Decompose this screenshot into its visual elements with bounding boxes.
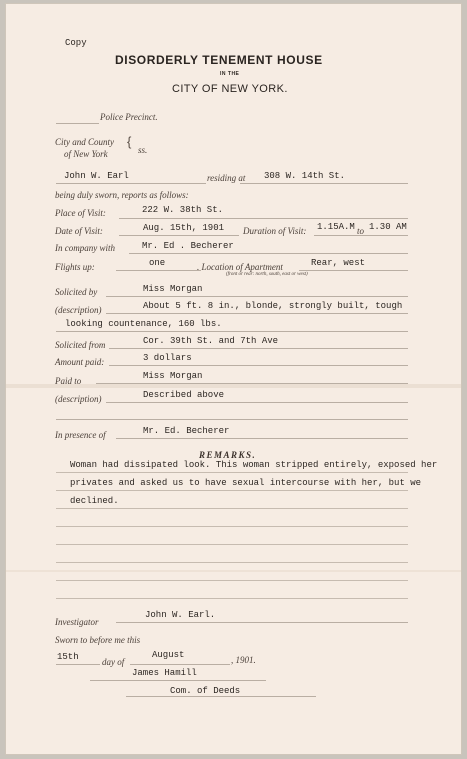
sworn-day-line xyxy=(56,664,100,665)
city-county-label: City and County xyxy=(55,137,114,147)
paid-description-line xyxy=(106,402,408,403)
date-of-visit-label: Date of Visit: xyxy=(55,226,103,236)
date-of-visit-value: Aug. 15th, 1901 xyxy=(143,223,225,233)
duration-to-value: 1.30 AM xyxy=(369,222,407,232)
sworn-day-value: 15th xyxy=(57,652,79,662)
paid-description-value: Described above xyxy=(143,390,225,400)
investigator-line xyxy=(116,622,408,623)
place-of-visit-value: 222 W. 38th St. xyxy=(142,205,224,215)
form-sheet xyxy=(5,3,462,755)
location-hint: (front or rear: north, south, east or west) xyxy=(226,272,308,277)
commissioner-line xyxy=(90,680,266,681)
investigator-value: John W. Earl. xyxy=(145,610,216,620)
sworn-label: Sworn to before me this xyxy=(55,635,141,645)
form-title: DISORDERLY TENEMENT HOUSE xyxy=(115,53,323,67)
in-presence-value: Mr. Ed. Becherer xyxy=(143,426,230,436)
paid-to-label: Paid to xyxy=(55,376,82,386)
location-line xyxy=(299,270,408,271)
blank-line xyxy=(56,419,408,420)
in-presence-label: In presence of xyxy=(55,430,106,440)
precinct-line xyxy=(56,123,99,124)
paper-fold xyxy=(6,570,461,572)
description-line xyxy=(106,313,408,314)
duration-line xyxy=(314,235,408,236)
date-line xyxy=(119,235,239,236)
location-label: . Location of Apartment xyxy=(197,262,283,272)
remarks-rule xyxy=(56,490,408,491)
duration-from-value: 1.15A.M xyxy=(317,222,355,232)
remarks-line-2: privates and asked us to have sexual intercourse with her, but we xyxy=(70,478,422,488)
flights-line xyxy=(116,270,201,271)
sworn-year-label: , 1901. xyxy=(231,655,256,665)
amount-paid-label: Amount paid: xyxy=(55,357,105,367)
company-line xyxy=(129,253,408,254)
remarks-line-3: declined. xyxy=(70,496,119,506)
remarks-rule xyxy=(56,526,408,527)
description-value-2: looking countenance, 160 lbs. xyxy=(65,319,222,329)
solicited-by-label: Solicited by xyxy=(55,287,98,297)
residing-at-label: residing at xyxy=(207,173,246,183)
solicited-from-value: Cor. 39th St. and 7th Ave xyxy=(143,336,279,346)
commissioner-title: Com. of Deeds xyxy=(170,686,241,696)
amount-line xyxy=(109,365,408,366)
in-company-label: In company with xyxy=(55,243,115,253)
sworn-month-value: August xyxy=(152,650,185,660)
commissioner-title-line xyxy=(126,696,316,697)
place-line xyxy=(119,218,408,219)
remarks-rule xyxy=(56,580,408,581)
sworn-month-line xyxy=(130,664,230,665)
remarks-rule xyxy=(56,472,408,473)
duly-sworn-label: being duly sworn, reports as follows: xyxy=(55,190,189,200)
description-line-2 xyxy=(56,331,408,332)
commissioner-signature: James Hamill xyxy=(132,668,197,678)
residence-line xyxy=(240,183,408,184)
city-county-label-2: of New York xyxy=(64,149,108,159)
police-precinct-label: Police Precinct. xyxy=(100,112,158,122)
brace-icon: { xyxy=(127,134,132,149)
investigator-label: Investigator xyxy=(55,617,99,627)
solicited-from-line xyxy=(109,348,408,349)
form-subtitle-in-the: IN THE xyxy=(220,71,240,77)
solicited-by-line xyxy=(106,296,408,297)
duration-label: Duration of Visit: xyxy=(243,226,307,236)
name-line xyxy=(56,183,206,184)
description-label: (description) xyxy=(55,305,102,315)
affiant-name: John W. Earl xyxy=(64,171,129,181)
remarks-rule xyxy=(56,508,408,509)
ss-label: ss. xyxy=(138,145,148,155)
flights-up-value: one xyxy=(149,258,166,268)
remarks-line-1: Woman had dissipated look. This woman stripped entirely, exposed her xyxy=(70,460,438,470)
remarks-heading: REMARKS. xyxy=(199,450,257,460)
in-company-value: Mr. Ed . Becherer xyxy=(142,241,234,251)
copy-label: Copy xyxy=(65,38,87,48)
place-of-visit-label: Place of Visit: xyxy=(55,208,106,218)
solicited-from-label: Solicited from xyxy=(55,340,106,350)
remarks-rule xyxy=(56,562,408,563)
duration-to-label: to xyxy=(357,226,365,236)
presence-line xyxy=(116,438,408,439)
paid-to-line xyxy=(96,383,408,384)
location-value: Rear, west xyxy=(311,258,366,268)
paid-description-label: (description) xyxy=(55,394,102,404)
solicited-by-value: Miss Morgan xyxy=(143,284,203,294)
remarks-rule xyxy=(56,598,408,599)
day-of-label: day of xyxy=(102,657,125,667)
description-value-1: About 5 ft. 8 in., blonde, strongly built, tough xyxy=(143,301,403,311)
remarks-rule xyxy=(56,544,408,545)
flights-up-label: Flights up: xyxy=(55,262,95,272)
form-subtitle-city: CITY OF NEW YORK. xyxy=(172,83,288,95)
residence-value: 308 W. 14th St. xyxy=(264,171,346,181)
amount-paid-value: 3 dollars xyxy=(143,353,192,363)
paid-to-value: Miss Morgan xyxy=(143,371,203,381)
